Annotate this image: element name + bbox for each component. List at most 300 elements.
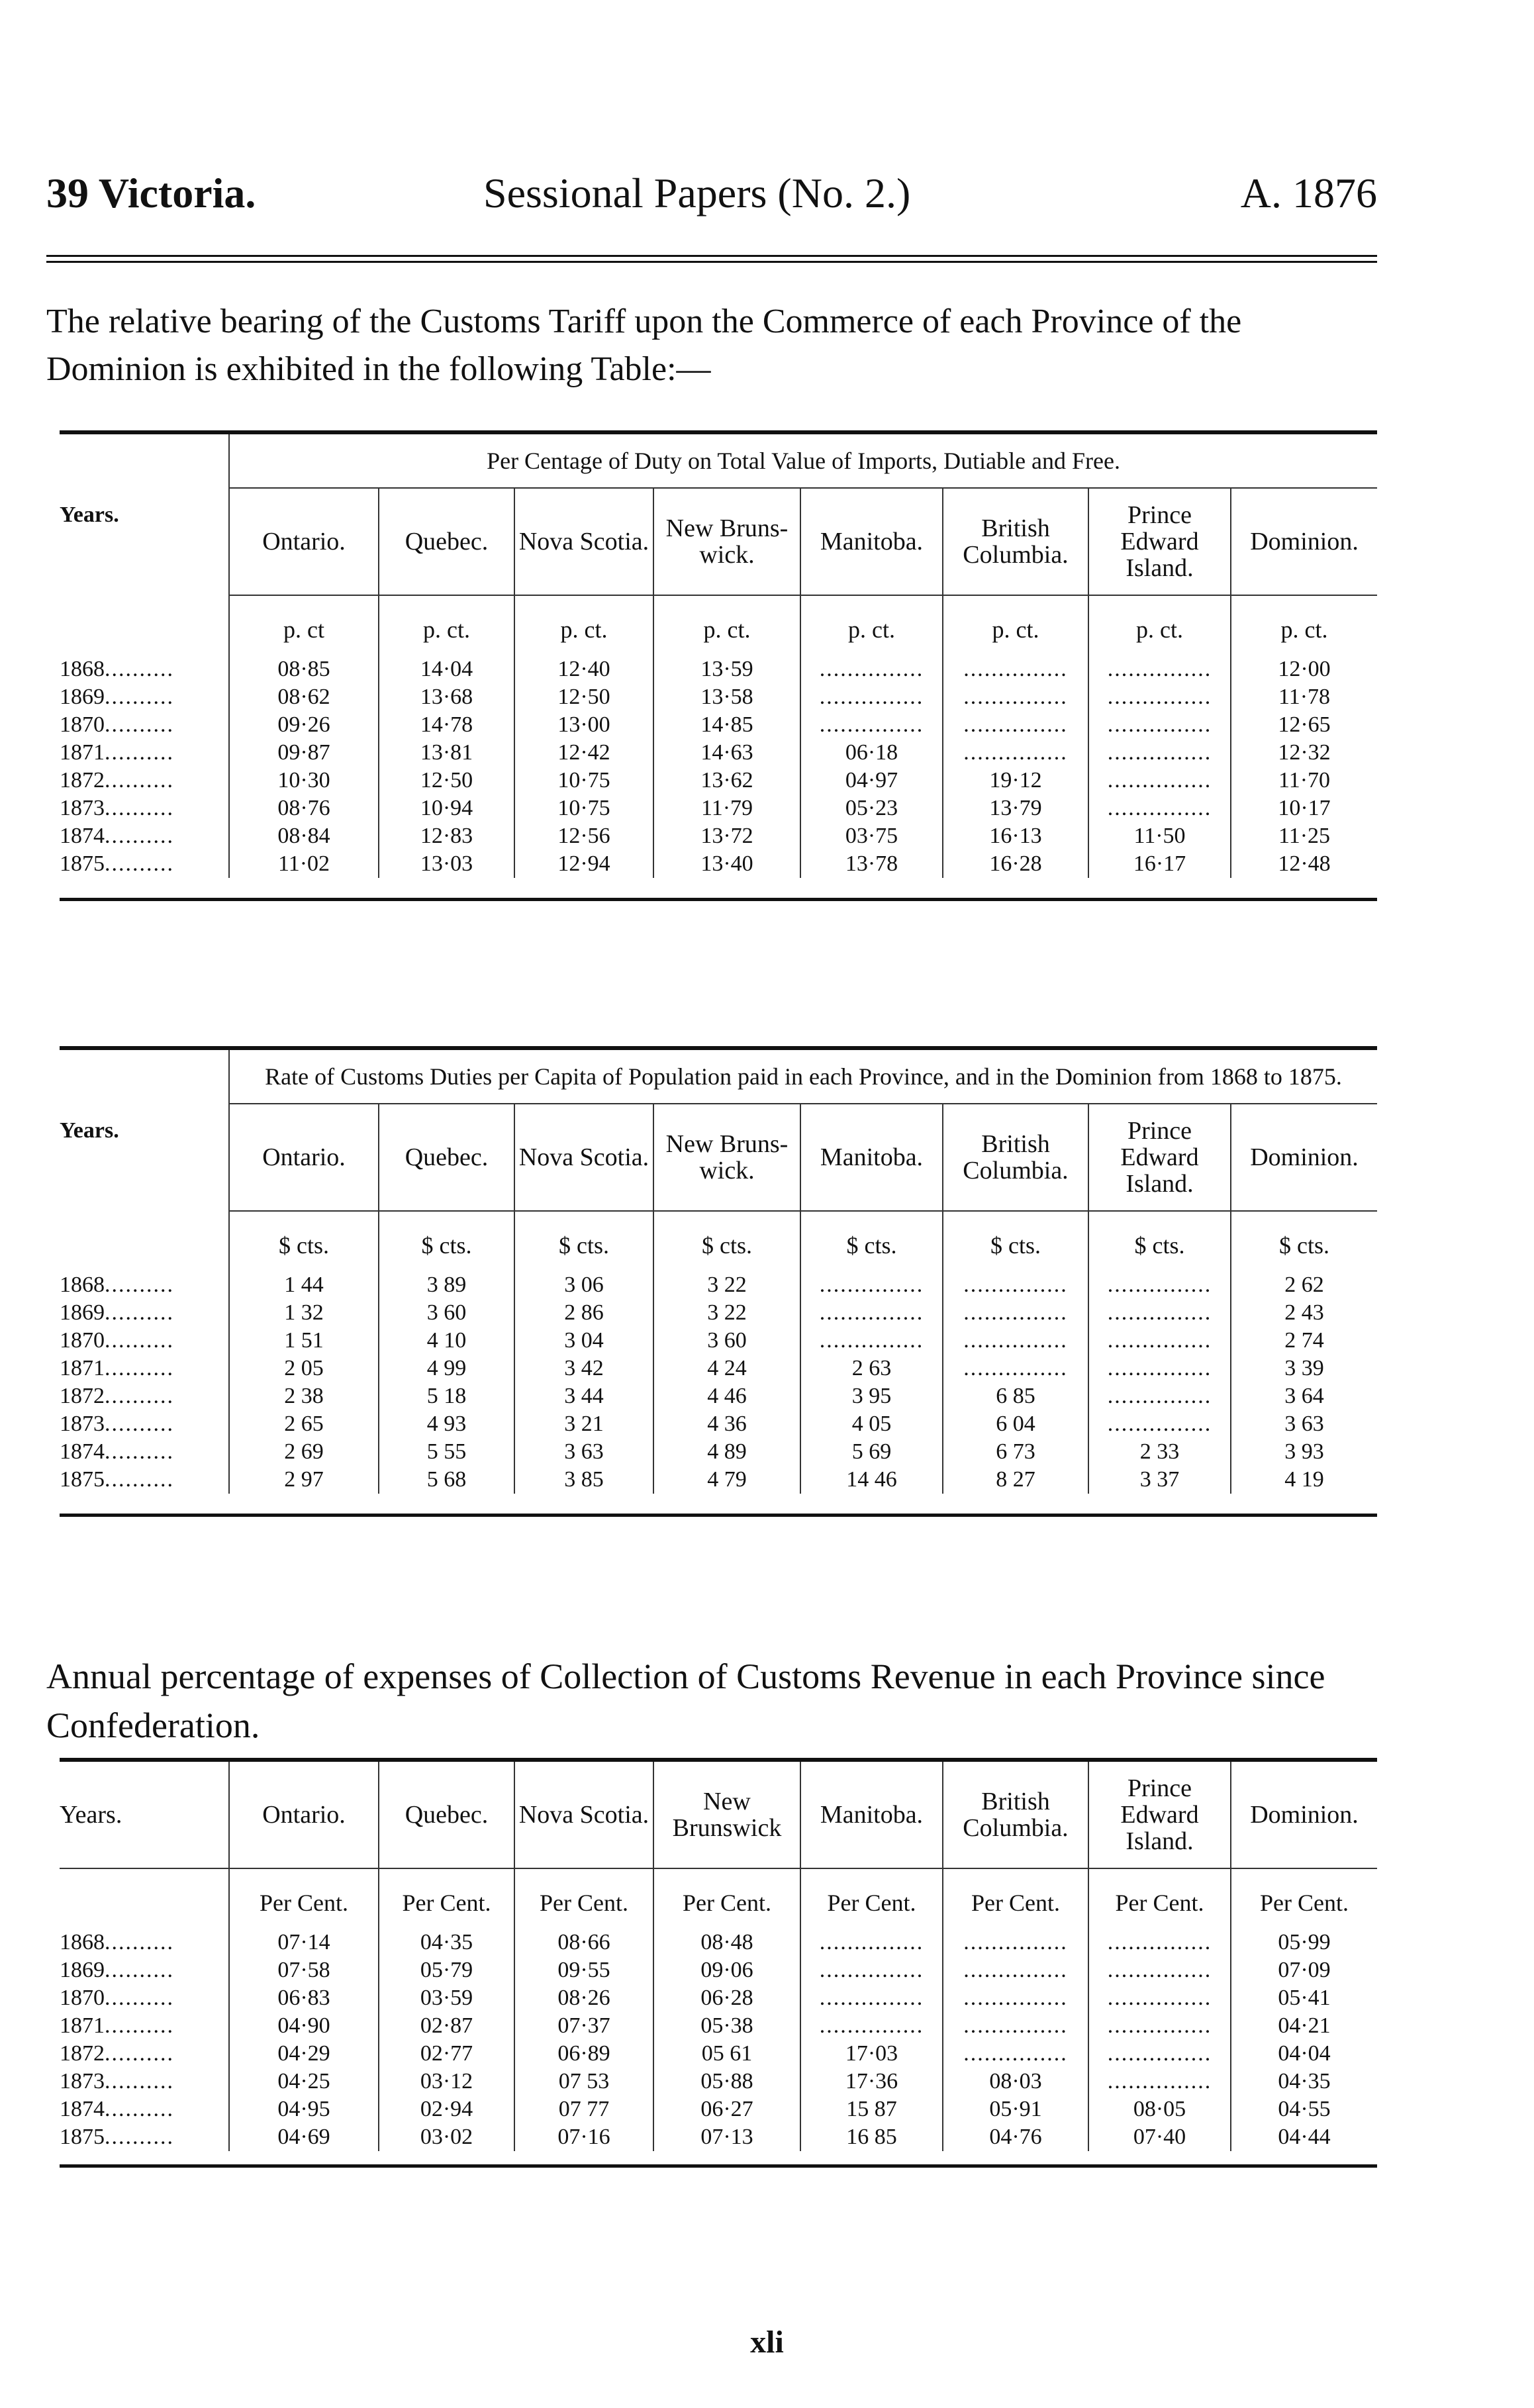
- years-header: Years.: [60, 1118, 119, 1143]
- year-cell: [60, 795, 229, 822]
- value-cell: 08·05: [1088, 2095, 1231, 2123]
- table-row: [60, 655, 1377, 683]
- value-cell: 12·40: [514, 655, 653, 683]
- value-cell: ...............: [943, 1299, 1088, 1327]
- value-cell: 08·03: [943, 2068, 1088, 2095]
- col-pei: Prince Edward Island.: [1088, 488, 1231, 595]
- value-cell: ...............: [943, 2012, 1088, 2040]
- table-duty-percentage: [60, 430, 1377, 901]
- value-cell: 4 10: [379, 1327, 514, 1355]
- table-collection-expenses: [60, 1758, 1377, 2168]
- unit-label: Per Cent.: [800, 1868, 943, 1929]
- col-pei: Prince Edward Island.: [1088, 1104, 1231, 1211]
- value-cell: 04·35: [379, 1929, 514, 1956]
- value-cell: ...............: [1088, 1271, 1231, 1299]
- value-cell: ...............: [800, 2012, 943, 2040]
- value-cell: 4 93: [379, 1410, 514, 1438]
- unit-label: $ cts.: [800, 1211, 943, 1271]
- value-cell: ...............: [943, 1355, 1088, 1382]
- value-cell: 03·12: [379, 2068, 514, 2095]
- col-dominion: Dominion.: [1231, 488, 1377, 595]
- col-new-brunswick: New Brunswick: [653, 1760, 800, 1868]
- value-cell: 14 46: [800, 1466, 943, 1494]
- value-cell: 05·38: [653, 2012, 800, 2040]
- unit-label: p. ct: [229, 595, 379, 655]
- value-cell: 2 33: [1088, 1438, 1231, 1466]
- col-ontario: Ontario.: [229, 488, 379, 595]
- value-cell: ...............: [800, 655, 943, 683]
- value-cell: 12·56: [514, 822, 653, 850]
- value-cell: 05·23: [800, 795, 943, 822]
- value-cell: 06·89: [514, 2040, 653, 2068]
- value-cell: 15 87: [800, 2095, 943, 2123]
- value-cell: 6 04: [943, 1410, 1088, 1438]
- value-cell: 16·28: [943, 850, 1088, 878]
- col-nova-scotia: Nova Scotia.: [514, 1104, 653, 1211]
- unit-label: $ cts.: [1231, 1211, 1377, 1271]
- table-row: [60, 1299, 1377, 1327]
- col-pei: Prince Edward Island.: [1088, 1760, 1231, 1868]
- value-cell: 11·78: [1231, 683, 1377, 711]
- col-manitoba: Manitoba.: [800, 1104, 943, 1211]
- value-cell: 10·17: [1231, 795, 1377, 822]
- value-cell: 3 95: [800, 1382, 943, 1410]
- value-cell: 07 53: [514, 2068, 653, 2095]
- value-cell: 04·76: [943, 2123, 1088, 2151]
- leader-dots: ..........: [105, 685, 174, 709]
- value-cell: 04·29: [229, 2040, 379, 2068]
- year-label: 1873: [60, 796, 105, 820]
- value-cell: 4 46: [653, 1382, 800, 1410]
- value-cell: 13·00: [514, 711, 653, 739]
- value-cell: 06·18: [800, 739, 943, 767]
- value-cell: 04·25: [229, 2068, 379, 2095]
- value-cell: 4 89: [653, 1438, 800, 1466]
- value-cell: 5 18: [379, 1382, 514, 1410]
- value-cell: 2 62: [1231, 1271, 1377, 1299]
- value-cell: 12·65: [1231, 711, 1377, 739]
- value-cell: 04·90: [229, 2012, 379, 2040]
- value-cell: ...............: [943, 1956, 1088, 1984]
- value-cell: 04·44: [1231, 2123, 1377, 2151]
- year-label: 1872: [60, 1384, 105, 1408]
- value-cell: ...............: [800, 1984, 943, 2012]
- col-new-brunswick: New Bruns-wick.: [653, 488, 800, 595]
- value-cell: 07·13: [653, 2123, 800, 2151]
- value-cell: 5 68: [379, 1466, 514, 1494]
- value-cell: 07·40: [1088, 2123, 1231, 2151]
- value-cell: 3 22: [653, 1271, 800, 1299]
- year-label: 1869: [60, 1958, 105, 1982]
- year-cell: [60, 739, 229, 767]
- leader-dots: ..........: [105, 2013, 174, 2038]
- value-cell: 07·58: [229, 1956, 379, 1984]
- header-session: 39 Victoria.: [46, 169, 256, 217]
- year-cell: [60, 2012, 229, 2040]
- table-body: [60, 1271, 1377, 1494]
- col-manitoba: Manitoba.: [800, 488, 943, 595]
- leader-dots: ..........: [105, 1412, 174, 1436]
- value-cell: 19·12: [943, 767, 1088, 795]
- leader-dots: ..........: [105, 824, 174, 848]
- col-new-brunswick: New Bruns-wick.: [653, 1104, 800, 1211]
- table-row: [60, 1929, 1377, 1956]
- value-cell: 12·50: [379, 767, 514, 795]
- unit-label: $ cts.: [514, 1211, 653, 1271]
- year-label: 1869: [60, 685, 105, 709]
- value-cell: ...............: [943, 1327, 1088, 1355]
- year-cell: [60, 2068, 229, 2095]
- year-cell: [60, 1299, 229, 1327]
- value-cell: 04·35: [1231, 2068, 1377, 2095]
- year-label: 1871: [60, 1356, 105, 1380]
- value-cell: 2 86: [514, 1299, 653, 1327]
- value-cell: 11·79: [653, 795, 800, 822]
- value-cell: 11·70: [1231, 767, 1377, 795]
- year-cell: [60, 850, 229, 878]
- leader-dots: ..........: [105, 1384, 174, 1408]
- value-cell: 05·41: [1231, 1984, 1377, 2012]
- unit-label: p. ct.: [379, 595, 514, 655]
- value-cell: 3 22: [653, 1299, 800, 1327]
- value-cell: ...............: [1088, 1382, 1231, 1410]
- value-cell: 1 32: [229, 1299, 379, 1327]
- year-label: 1875: [60, 1467, 105, 1492]
- table-row: [60, 1984, 1377, 2012]
- table-body: [60, 655, 1377, 878]
- value-cell: 4 99: [379, 1355, 514, 1382]
- value-cell: 02·94: [379, 2095, 514, 2123]
- value-cell: 4 05: [800, 1410, 943, 1438]
- year-cell: [60, 1271, 229, 1299]
- unit-label: Per Cent.: [229, 1868, 379, 1929]
- intro-paragraph: The relative bearing of the Customs Tariff upon the Commerce of each Province of the Dominion is exhibited in the following Table:—: [46, 303, 1242, 388]
- table-row: [60, 1327, 1377, 1355]
- value-cell: 5 69: [800, 1438, 943, 1466]
- value-cell: ...............: [943, 2040, 1088, 2068]
- table-duties-per-capita: [60, 1046, 1377, 1517]
- col-ontario: Ontario.: [229, 1104, 379, 1211]
- header-title: Sessional Papers (No. 2.): [483, 169, 911, 217]
- value-cell: 09·87: [229, 739, 379, 767]
- value-cell: 13·79: [943, 795, 1088, 822]
- value-cell: ...............: [1088, 711, 1231, 739]
- collection-expenses-caption: Annual percentage of expenses of Collection of Customs Revenue in each Province since Confederation.: [46, 1657, 1325, 1745]
- table-row: [60, 2068, 1377, 2095]
- table-row: [60, 1956, 1377, 1984]
- unit-label: Per Cent.: [653, 1868, 800, 1929]
- value-cell: 13·68: [379, 683, 514, 711]
- value-cell: 12·50: [514, 683, 653, 711]
- value-cell: 4 24: [653, 1355, 800, 1382]
- value-cell: 05·88: [653, 2068, 800, 2095]
- value-cell: 13·03: [379, 850, 514, 878]
- value-cell: 3 37: [1088, 1466, 1231, 1494]
- table-row: [60, 2123, 1377, 2151]
- value-cell: 07·37: [514, 2012, 653, 2040]
- year-cell: [60, 2040, 229, 2068]
- leader-dots: ..........: [105, 1328, 174, 1353]
- leader-dots: ..........: [105, 2069, 174, 2094]
- year-label: 1872: [60, 768, 105, 793]
- table-row: [60, 767, 1377, 795]
- value-cell: 13·72: [653, 822, 800, 850]
- unit-label: p. ct.: [653, 595, 800, 655]
- years-header: Years.: [60, 1760, 229, 1868]
- value-cell: 03·02: [379, 2123, 514, 2151]
- year-label: 1875: [60, 2125, 105, 2149]
- unit-label: p. ct.: [1231, 595, 1377, 655]
- value-cell: 1 44: [229, 1271, 379, 1299]
- year-cell: [60, 1327, 229, 1355]
- col-ontario: Ontario.: [229, 1760, 379, 1868]
- unit-label: $ cts.: [943, 1211, 1088, 1271]
- value-cell: ...............: [1088, 1410, 1231, 1438]
- value-cell: 3 42: [514, 1355, 653, 1382]
- value-cell: 3 60: [379, 1299, 514, 1327]
- leader-dots: ..........: [105, 712, 174, 737]
- value-cell: 06·83: [229, 1984, 379, 2012]
- value-cell: 12·94: [514, 850, 653, 878]
- year-label: 1871: [60, 740, 105, 765]
- value-cell: 05·91: [943, 2095, 1088, 2123]
- year-label: 1873: [60, 1412, 105, 1436]
- value-cell: ...............: [1088, 1984, 1231, 2012]
- value-cell: ...............: [1088, 655, 1231, 683]
- value-cell: ...............: [1088, 683, 1231, 711]
- value-cell: 3 21: [514, 1410, 653, 1438]
- value-cell: 12·48: [1231, 850, 1377, 878]
- value-cell: 4 79: [653, 1466, 800, 1494]
- value-cell: 2 65: [229, 1410, 379, 1438]
- col-nova-scotia: Nova Scotia.: [514, 488, 653, 595]
- col-quebec: Quebec.: [379, 1104, 514, 1211]
- table-row: [60, 822, 1377, 850]
- value-cell: 03·59: [379, 1984, 514, 2012]
- unit-label: Per Cent.: [1088, 1868, 1231, 1929]
- leader-dots: ..........: [105, 768, 174, 793]
- leader-dots: ..........: [105, 1300, 174, 1325]
- value-cell: ...............: [800, 1929, 943, 1956]
- value-cell: ...............: [943, 683, 1088, 711]
- value-cell: 5 55: [379, 1438, 514, 1466]
- value-cell: 3 63: [1231, 1410, 1377, 1438]
- value-cell: 3 06: [514, 1271, 653, 1299]
- value-cell: 16·13: [943, 822, 1088, 850]
- col-quebec: Quebec.: [379, 488, 514, 595]
- leader-dots: ..........: [105, 1930, 174, 1954]
- value-cell: 3 93: [1231, 1438, 1377, 1466]
- years-header: Years.: [60, 502, 119, 527]
- value-cell: 08·84: [229, 822, 379, 850]
- col-british-columbia: British Columbia.: [943, 1104, 1088, 1211]
- value-cell: 08·85: [229, 655, 379, 683]
- value-cell: 05·99: [1231, 1929, 1377, 1956]
- year-cell: [60, 767, 229, 795]
- table-title: Rate of Customs Duties per Capita of Population paid in each Province, and in the Dominion from 1868 to 1875.: [229, 1048, 1377, 1104]
- value-cell: 3 04: [514, 1327, 653, 1355]
- year-label: 1873: [60, 2069, 105, 2094]
- table-row: [60, 711, 1377, 739]
- year-cell: [60, 1438, 229, 1466]
- value-cell: 11·02: [229, 850, 379, 878]
- value-cell: 3 64: [1231, 1382, 1377, 1410]
- leader-dots: ..........: [105, 1986, 174, 2010]
- table-row: [60, 2095, 1377, 2123]
- value-cell: ...............: [800, 1299, 943, 1327]
- value-cell: 2 74: [1231, 1327, 1377, 1355]
- leader-dots: ..........: [105, 2125, 174, 2149]
- value-cell: 09·06: [653, 1956, 800, 1984]
- value-cell: ...............: [1088, 1956, 1231, 1984]
- value-cell: ...............: [1088, 1355, 1231, 1382]
- leader-dots: ..........: [105, 1958, 174, 1982]
- col-british-columbia: British Columbia.: [943, 488, 1088, 595]
- table-row: [60, 2040, 1377, 2068]
- year-cell: [60, 2123, 229, 2151]
- value-cell: 13·59: [653, 655, 800, 683]
- table-body: [60, 1929, 1377, 2151]
- leader-dots: ..........: [105, 740, 174, 765]
- value-cell: ...............: [800, 683, 943, 711]
- value-cell: ...............: [800, 711, 943, 739]
- value-cell: ...............: [1088, 2012, 1231, 2040]
- value-cell: 02·87: [379, 2012, 514, 2040]
- table-row: [60, 1466, 1377, 1494]
- table-row: [60, 739, 1377, 767]
- col-british-columbia: British Columbia.: [943, 1760, 1088, 1868]
- value-cell: ...............: [800, 1327, 943, 1355]
- value-cell: ...............: [1088, 1327, 1231, 1355]
- col-dominion: Dominion.: [1231, 1104, 1377, 1211]
- value-cell: ...............: [800, 1956, 943, 1984]
- value-cell: 4 36: [653, 1410, 800, 1438]
- unit-label: Per Cent.: [943, 1868, 1088, 1929]
- value-cell: 1 51: [229, 1327, 379, 1355]
- value-cell: 06·27: [653, 2095, 800, 2123]
- table-row: [60, 2012, 1377, 2040]
- value-cell: 04·55: [1231, 2095, 1377, 2123]
- unit-label: $ cts.: [229, 1211, 379, 1271]
- value-cell: 09·55: [514, 1956, 653, 1984]
- year-label: 1870: [60, 1328, 105, 1353]
- value-cell: 10·75: [514, 795, 653, 822]
- year-label: 1874: [60, 824, 105, 848]
- value-cell: ...............: [943, 711, 1088, 739]
- table-row: [60, 683, 1377, 711]
- header-rule: [46, 255, 1377, 263]
- value-cell: 3 44: [514, 1382, 653, 1410]
- leader-dots: ..........: [105, 1356, 174, 1380]
- value-cell: ...............: [1088, 767, 1231, 795]
- value-cell: 08·26: [514, 1984, 653, 2012]
- value-cell: 12·83: [379, 822, 514, 850]
- value-cell: 03·75: [800, 822, 943, 850]
- unit-label: p. ct.: [514, 595, 653, 655]
- year-label: 1870: [60, 712, 105, 737]
- value-cell: 6 85: [943, 1382, 1088, 1410]
- running-header: [46, 169, 1377, 228]
- unit-label: p. ct.: [800, 595, 943, 655]
- value-cell: 6 73: [943, 1438, 1088, 1466]
- col-dominion: Dominion.: [1231, 1760, 1377, 1868]
- value-cell: 16 85: [800, 2123, 943, 2151]
- value-cell: 05·79: [379, 1956, 514, 1984]
- page-number: xli: [750, 2325, 784, 2360]
- col-manitoba: Manitoba.: [800, 1760, 943, 1868]
- value-cell: 2 63: [800, 1355, 943, 1382]
- value-cell: 3 89: [379, 1271, 514, 1299]
- value-cell: 08·66: [514, 1929, 653, 1956]
- value-cell: 2 05: [229, 1355, 379, 1382]
- table-row: [60, 1271, 1377, 1299]
- year-cell: [60, 1382, 229, 1410]
- value-cell: 06·28: [653, 1984, 800, 2012]
- leader-dots: ..........: [105, 796, 174, 820]
- unit-label: p. ct.: [943, 595, 1088, 655]
- value-cell: ...............: [943, 1984, 1088, 2012]
- year-label: 1875: [60, 851, 105, 876]
- value-cell: 07·14: [229, 1929, 379, 1956]
- year-cell: [60, 1410, 229, 1438]
- year-cell: [60, 683, 229, 711]
- header-year: A. 1876: [1240, 169, 1377, 217]
- value-cell: 2 43: [1231, 1299, 1377, 1327]
- value-cell: ...............: [800, 1271, 943, 1299]
- col-nova-scotia: Nova Scotia.: [514, 1760, 653, 1868]
- leader-dots: ..........: [105, 1467, 174, 1492]
- value-cell: 12·42: [514, 739, 653, 767]
- value-cell: 11·25: [1231, 822, 1377, 850]
- value-cell: 4 19: [1231, 1466, 1377, 1494]
- table-row: [60, 795, 1377, 822]
- leader-dots: ..........: [105, 2041, 174, 2066]
- year-label: 1868: [60, 1930, 105, 1954]
- year-label: 1872: [60, 2041, 105, 2066]
- year-label: 1870: [60, 1986, 105, 2010]
- value-cell: 3 63: [514, 1438, 653, 1466]
- value-cell: 2 97: [229, 1466, 379, 1494]
- value-cell: 10·94: [379, 795, 514, 822]
- value-cell: 14·78: [379, 711, 514, 739]
- value-cell: ...............: [943, 1929, 1088, 1956]
- value-cell: 17·03: [800, 2040, 943, 2068]
- value-cell: 07·09: [1231, 1956, 1377, 1984]
- value-cell: 04·95: [229, 2095, 379, 2123]
- table-row: [60, 1438, 1377, 1466]
- unit-label: Per Cent.: [379, 1868, 514, 1929]
- year-cell: [60, 1984, 229, 2012]
- unit-label: $ cts.: [379, 1211, 514, 1271]
- unit-label: $ cts.: [653, 1211, 800, 1271]
- year-cell: [60, 1466, 229, 1494]
- value-cell: 08·48: [653, 1929, 800, 1956]
- unit-label: Per Cent.: [1231, 1868, 1377, 1929]
- value-cell: 13·58: [653, 683, 800, 711]
- value-cell: 2 69: [229, 1438, 379, 1466]
- value-cell: 11·50: [1088, 822, 1231, 850]
- unit-label: Per Cent.: [514, 1868, 653, 1929]
- value-cell: 3 85: [514, 1466, 653, 1494]
- value-cell: 17·36: [800, 2068, 943, 2095]
- value-cell: 08·62: [229, 683, 379, 711]
- value-cell: 13·40: [653, 850, 800, 878]
- value-cell: 05 61: [653, 2040, 800, 2068]
- value-cell: ...............: [943, 739, 1088, 767]
- value-cell: 07·16: [514, 2123, 653, 2151]
- table-row: [60, 1355, 1377, 1382]
- year-cell: [60, 1355, 229, 1382]
